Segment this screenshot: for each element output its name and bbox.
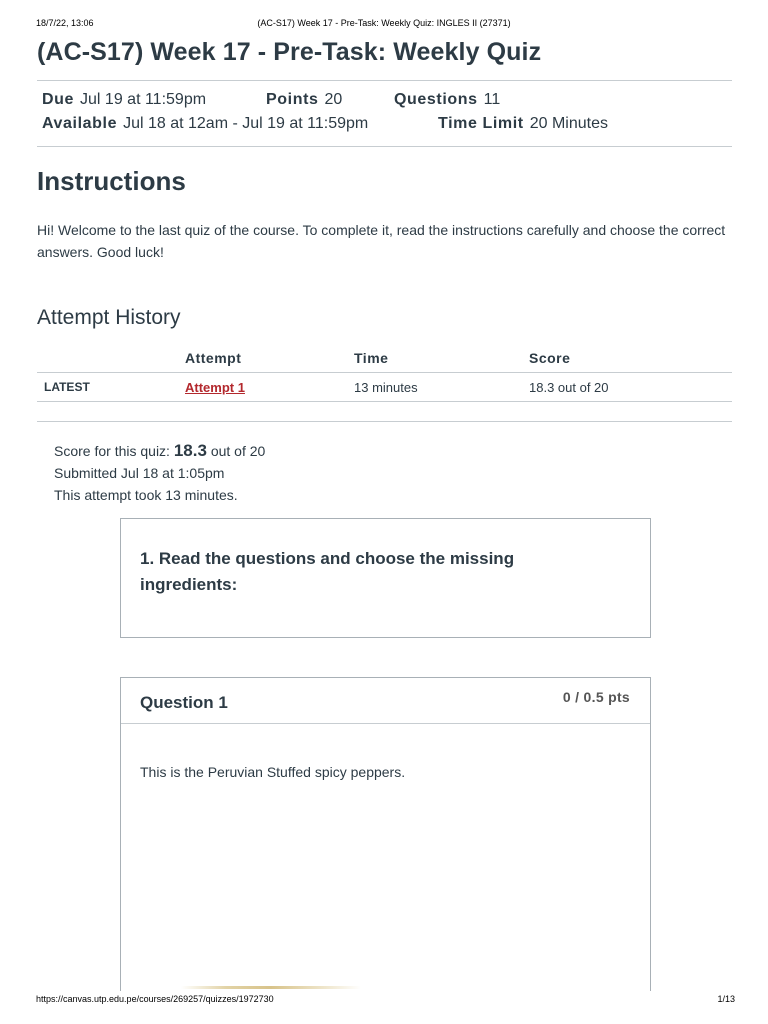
meta-time-limit-label: Time Limit: [438, 115, 524, 132]
instructions-heading: Instructions: [37, 166, 186, 196]
score-prefix: Score for this quiz:: [54, 443, 170, 459]
text-block-box: [120, 518, 651, 638]
attempt-history-heading: Attempt History: [37, 306, 181, 329]
print-title: (AC-S17) Week 17 - Pre-Task: Weekly Quiz: INGLES II (27371): [257, 18, 511, 28]
question-points: 0 / 0.5 pts: [562, 689, 630, 705]
meta-time-limit: [438, 115, 608, 133]
print-header: [0, 18, 768, 30]
question-text: This is the Peruvian Stuffed spicy peppers.: [140, 764, 406, 780]
meta-time-limit-value: 20 Minutes: [529, 115, 608, 132]
print-page-number: 1/13: [717, 994, 735, 1004]
meta-points-value: 20: [324, 91, 343, 108]
meta-available-label: Available: [42, 115, 118, 132]
question-box: [120, 677, 651, 991]
meta-available: [42, 115, 368, 133]
score-cell: 18.3 out of 20: [529, 373, 732, 402]
meta-questions-value: 11: [483, 91, 501, 108]
table-row: [37, 373, 732, 402]
attempt-history-table: [37, 344, 732, 402]
quiz-title: (AC-S17) Week 17 - Pre-Task: Weekly Quiz: [37, 38, 542, 66]
time-cell: 13 minutes: [354, 373, 529, 402]
meta-due: [42, 91, 206, 109]
meta-due-label: Due: [42, 91, 75, 108]
score-line: [54, 440, 265, 462]
question-name: Question 1: [140, 693, 228, 712]
attempt-cell: [185, 373, 354, 402]
column-header-time: Time: [354, 344, 529, 373]
column-header-score: Score: [529, 344, 732, 373]
divider-meta: [37, 146, 732, 147]
question-image: [181, 986, 361, 989]
meta-questions: [394, 91, 500, 109]
attempt-1-link[interactable]: Attempt 1: [185, 379, 245, 395]
print-footer: [0, 994, 768, 1006]
instructions-text: Hi! Welcome to the last quiz of the course. To complete it, read the instructions carefully and choose the correct answers. Good luck!: [37, 222, 726, 260]
latest-label: LATEST: [37, 373, 185, 402]
column-header-label: [37, 344, 185, 373]
meta-points-label: Points: [266, 91, 319, 108]
score-value: 18.3: [173, 441, 207, 460]
submitted-line: Submitted Jul 18 at 1:05pm: [54, 465, 225, 481]
divider-top: [37, 80, 732, 81]
column-header-attempt: Attempt: [185, 344, 354, 373]
table-header-row: [37, 344, 732, 373]
print-url: https://canvas.utp.edu.pe/courses/269257/quizzes/1972730: [36, 994, 274, 1004]
meta-questions-label: Questions: [394, 91, 478, 108]
duration-line: This attempt took 13 minutes.: [54, 487, 238, 503]
divider-attempts: [37, 421, 732, 422]
score-summary: [54, 440, 265, 506]
meta-available-value: Jul 18 at 12am - Jul 19 at 11:59pm: [123, 115, 369, 132]
meta-points: [266, 91, 342, 109]
text-block-title: 1. Read the questions and choose the missing ingredients:: [140, 549, 515, 594]
score-suffix: out of 20: [210, 443, 266, 459]
meta-due-value: Jul 19 at 11:59pm: [80, 91, 207, 108]
question-header: [121, 678, 650, 724]
print-date: 18/7/22, 13:06: [36, 18, 94, 28]
